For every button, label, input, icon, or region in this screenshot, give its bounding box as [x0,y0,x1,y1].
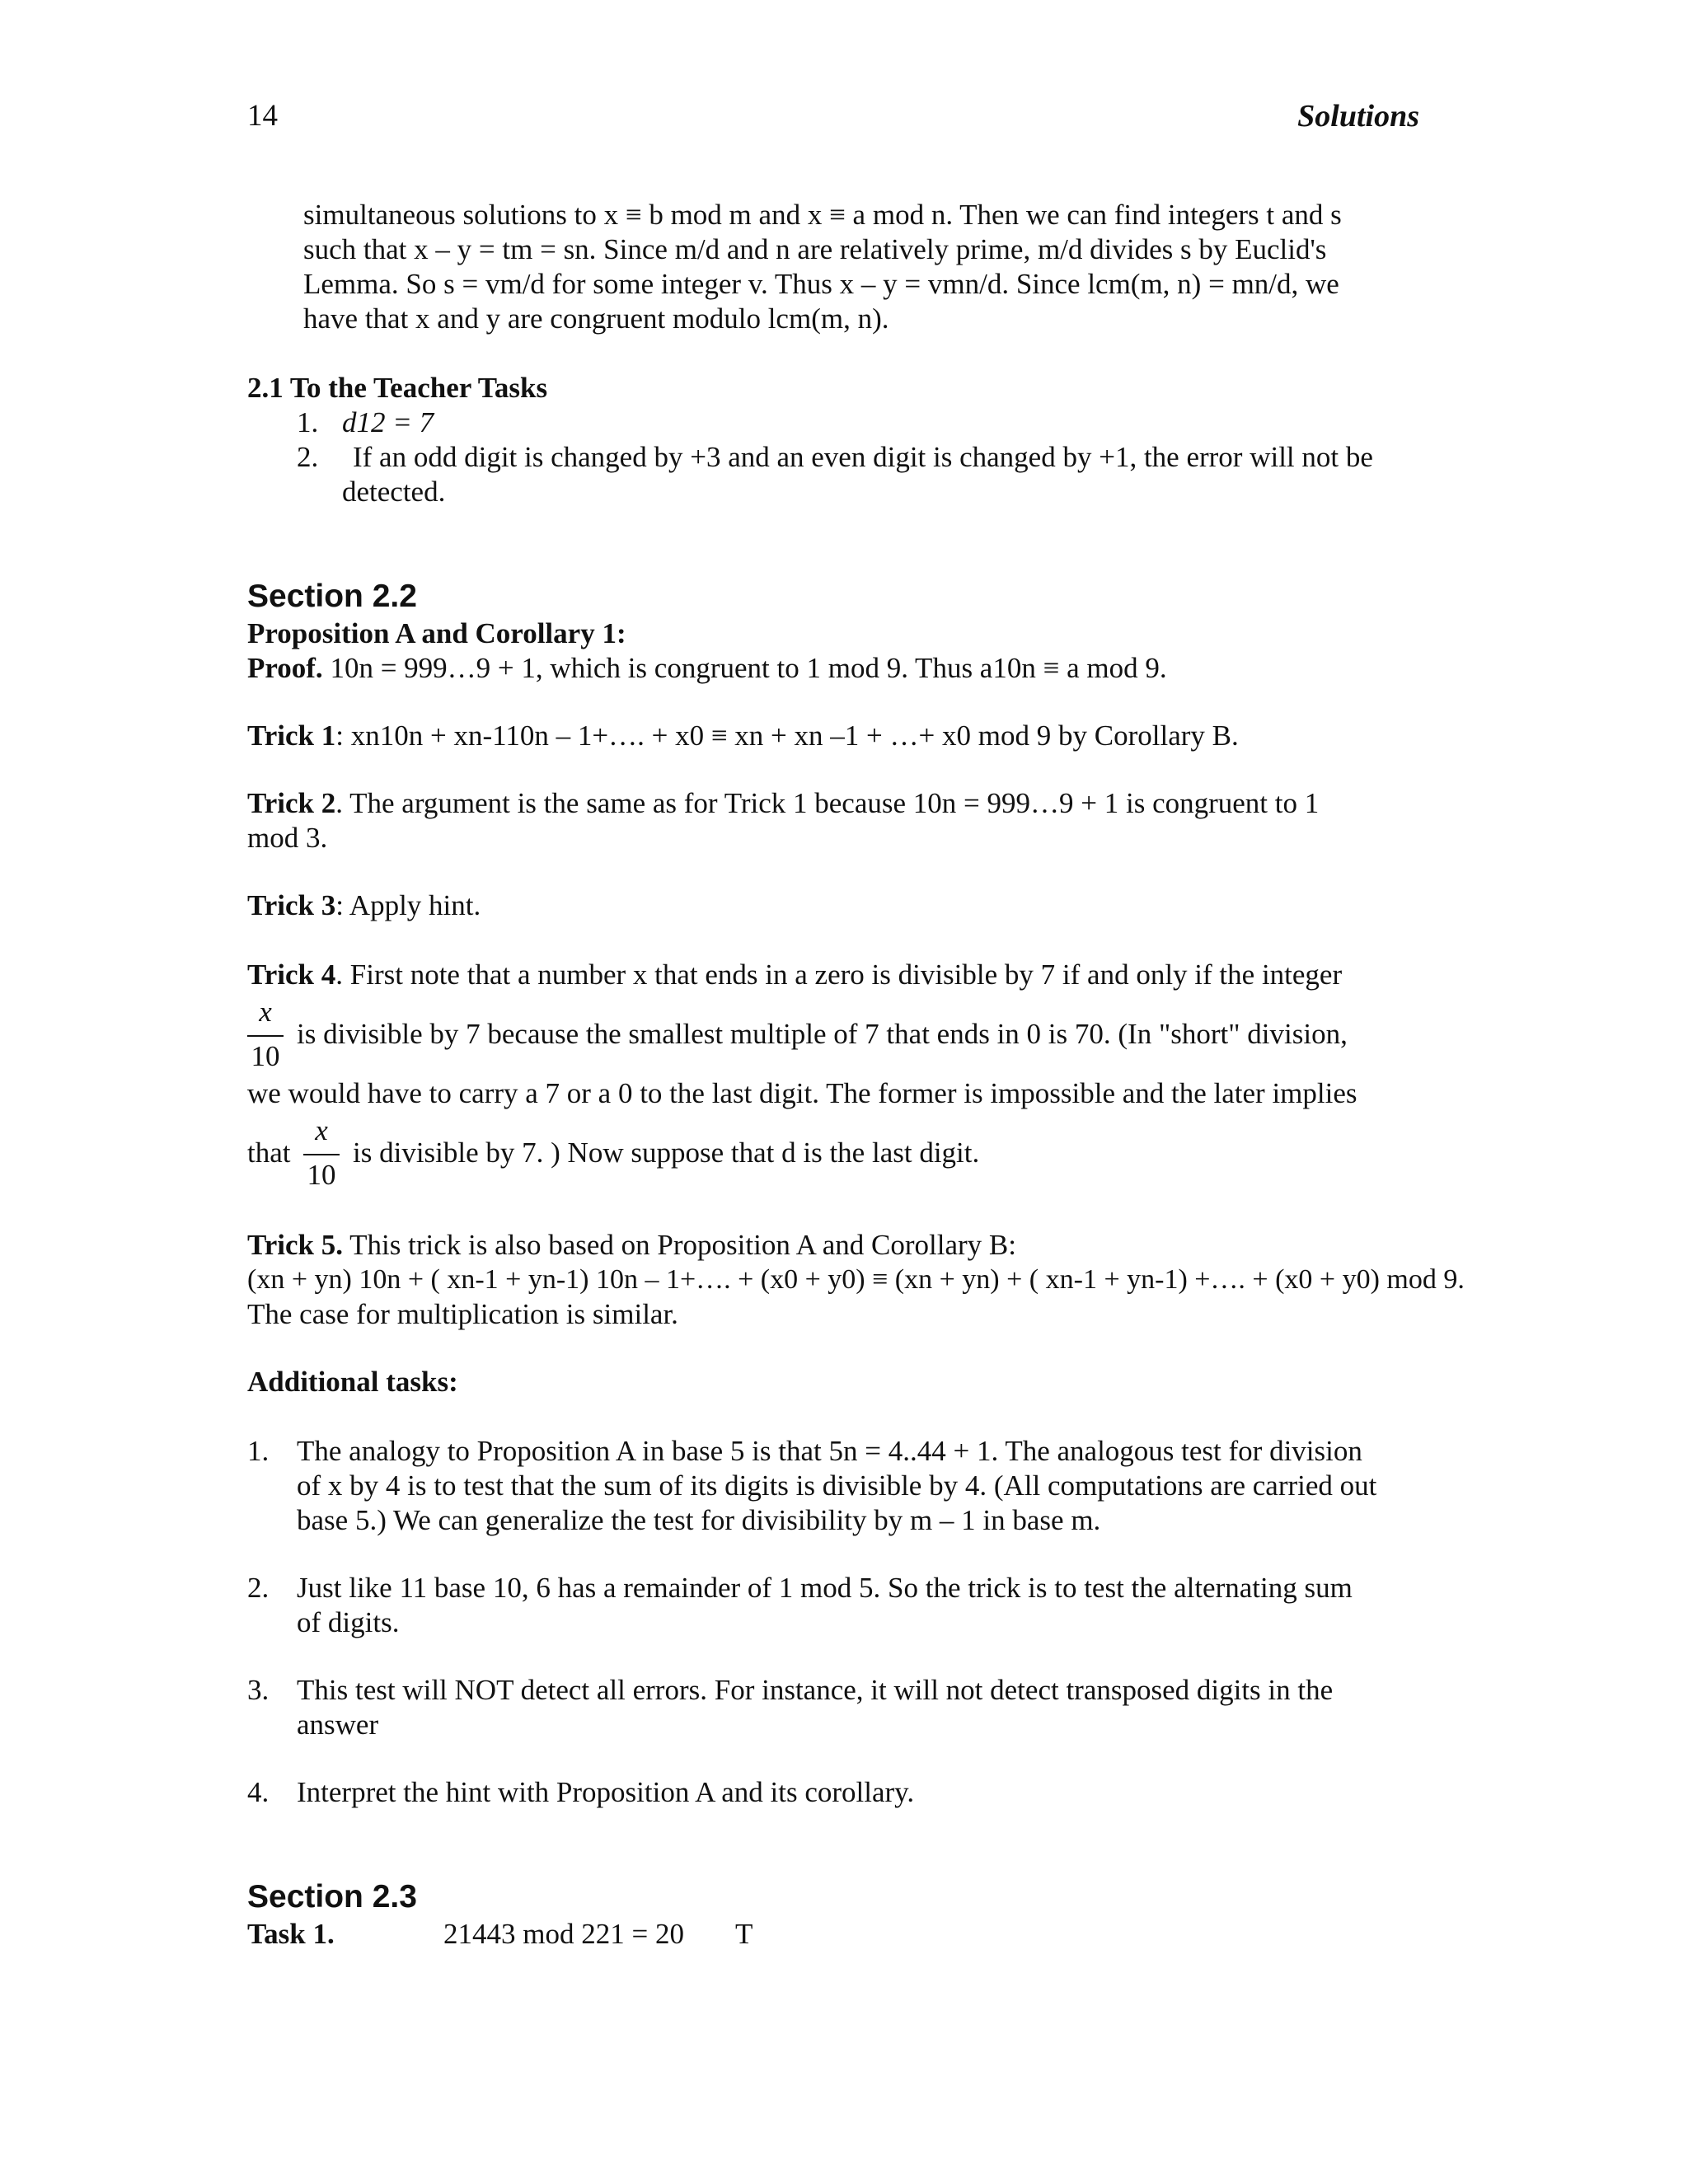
additional-task-4-number: 4. [247,1776,270,1808]
trick-5-line-2: (xn + yn) 10n + ( xn-1 + yn-1) 10n – 1+…. + (x0 + y0) ≡ (xn + yn) + ( xn-1 + yn-1) +…. + (x0 + y0) mod 9. [247,1264,1465,1295]
trick-2-text: . The argument is the same as for Trick 1 because 10n = 999…9 + 1 is congruent to 1 [335,787,1320,819]
teacher-tasks-heading: 2.1 To the Teacher Tasks [247,372,548,404]
section-2-2-heading: Section 2.2 [247,579,417,614]
fraction-denominator: 10 [251,1040,280,1072]
intro-line-1: simultaneous solutions to x ≡ b mod m and x ≡ a mod n. Then we can find integers t and s [303,199,1342,231]
trick-5-line-3: The case for multiplication is similar. [247,1298,678,1330]
fraction-x-over-10 [247,996,284,1075]
fraction-bar [303,1154,340,1155]
additional-task-2-line-1: Just like 11 base 10, 6 has a remainder of 1 mod 5. So the trick is to test the alternating sum [297,1572,1353,1604]
trick-3-text: : Apply hint. [335,889,481,921]
task-1-label: Task 1. [247,1918,335,1950]
trick-5-line-1 [247,1228,1016,1263]
task-1-expression: 21443 mod 221 = 20 [443,1918,684,1950]
intro-line-2: such that x – y = tm = sn. Since m/d and n are relatively prime, m/d divides s by Euclid's [303,233,1327,265]
trick-1-text: : xn10n + xn-110n – 1+…. + x0 ≡ xn + xn –1 + …+ x0 mod 9 by Corollary B. [335,719,1239,752]
teacher-task-2-line-1: If an odd digit is changed by +3 and an even digit is changed by +1, the error will not be [353,441,1373,473]
intro-line-4: have that x and y are congruent modulo lcm(m, n). [303,302,889,335]
additional-task-1-line-2: of x by 4 is to test that the sum of its digits is divisible by 4. (All computations are carried out [297,1469,1377,1502]
trick-4-label: Trick 4 [247,958,336,991]
additional-task-2-line-2: of digits. [297,1606,400,1638]
trick-5-text: This trick is also based on Proposition A and Corollary B: [349,1229,1016,1261]
task-1-trailing: T [735,1918,753,1950]
additional-task-1-line-3: base 5.) We can generalize the test for divisibility by m – 1 in base m. [297,1504,1101,1536]
trick-2-line-2: mod 3. [247,822,328,854]
fraction-x-over-10-second [303,1114,340,1193]
trick-2-line-1 [247,786,1319,821]
proof-text: 10n = 999…9 + 1, which is congruent to 1 mod 9. Thus a10n ≡ a mod 9. [330,652,1167,684]
section-2-3-heading: Section 2.3 [247,1879,417,1915]
proof-label: Proof. [247,652,323,684]
trick-1-label: Trick 1 [247,719,336,752]
additional-task-1-number: 1. [247,1435,270,1467]
trick-3-line [247,888,481,923]
additional-tasks-heading: Additional tasks: [247,1366,458,1398]
trick-4-line-4-pre: that [247,1137,291,1169]
teacher-task-2-number: 2. [297,441,319,473]
teacher-task-2-line-2: detected. [342,476,446,508]
additional-task-4-line-1: Interpret the hint with Proposition A and its corollary. [297,1776,915,1808]
trick-4-line-2: is divisible by 7 because the smallest multiple of 7 that ends in 0 is 70. (In "short" division, [297,1018,1348,1050]
additional-task-3-number: 3. [247,1674,270,1706]
trick-2-label: Trick 2 [247,787,336,819]
fraction-bar [247,1035,284,1037]
proposition-heading: Proposition A and Corollary 1: [247,617,626,649]
running-title: Solutions [1297,99,1419,134]
additional-task-3-line-1: This test will NOT detect all errors. For instance, it will not detect transposed digits in the [297,1674,1334,1706]
intro-line-3: Lemma. So s = vm/d for some integer v. Thus x – y = vmn/d. Since lcm(m, n) = mn/d, we [303,268,1339,300]
trick-4-text: . First note that a number x that ends in a zero is divisible by 7 if and only if the integer [335,958,1343,991]
fraction-numerator: x [259,996,272,1028]
additional-task-3-line-2: answer [297,1708,379,1741]
teacher-task-1-number: 1. [297,406,319,438]
teacher-task-1-text: d12 = 7 [342,406,434,438]
trick-1-line [247,719,1239,753]
proof-line [247,651,1167,686]
additional-task-2-number: 2. [247,1572,270,1604]
trick-4-line-3: we would have to carry a 7 or a 0 to the last digit. The former is impossible and the later implies [247,1077,1357,1109]
trick-4-line-1 [247,958,1342,992]
page-number: 14 [247,99,278,133]
fraction-numerator: x [315,1114,328,1146]
additional-task-1-line-1: The analogy to Proposition A in base 5 is that 5n = 4..44 + 1. The analogous test for division [297,1435,1362,1467]
trick-3-label: Trick 3 [247,889,336,921]
trick-5-label: Trick 5. [247,1229,344,1261]
fraction-denominator: 10 [307,1159,336,1191]
trick-4-line-4-post: is divisible by 7. ) Now suppose that d is the last digit. [353,1137,980,1169]
